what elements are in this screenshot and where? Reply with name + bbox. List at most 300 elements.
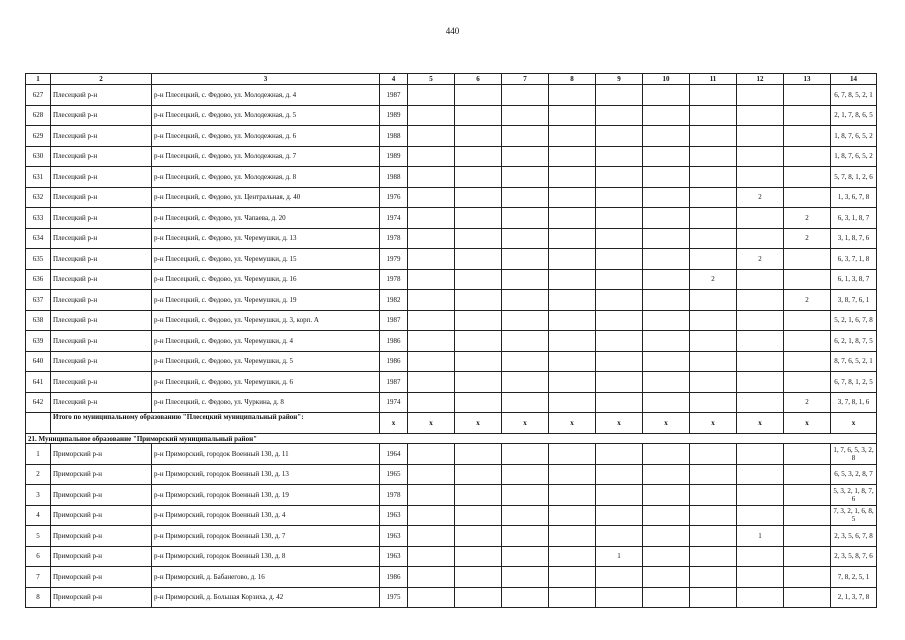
empty-cell (596, 331, 643, 352)
district-cell: Плесецкий р-н (51, 372, 152, 393)
district-cell: Приморский р-н (51, 464, 152, 485)
col11-cell (690, 187, 737, 208)
empty-cell (455, 505, 502, 526)
empty-cell (596, 290, 643, 311)
empty-cell (596, 126, 643, 147)
table-row (26, 228, 877, 249)
empty-cell (596, 228, 643, 249)
table-row (26, 126, 877, 147)
row-number: 629 (26, 126, 51, 147)
empty-cell (408, 269, 455, 290)
total-label: Итого по муниципальному образованию "Плесецкий муниципальный район": (51, 413, 380, 434)
column-header-6: 6 (455, 74, 502, 85)
col9-cell (596, 464, 643, 485)
address-cell: р-н Плесецкий, с. Федово, ул. Молодежная, д. 7 (152, 146, 380, 167)
year-cell: 1986 (380, 351, 408, 372)
address-cell: р-н Приморский, д. Большая Корзиха, д. 42 (152, 587, 380, 608)
address-cell: р-н Приморский, городок Военный 130, д. 8 (152, 546, 380, 567)
empty-cell (455, 228, 502, 249)
empty-cell (502, 587, 549, 608)
codes-cell: 2, 3, 5, 6, 7, 8 (831, 526, 877, 547)
row-number: 628 (26, 105, 51, 126)
col11-cell (690, 146, 737, 167)
empty-cell (502, 526, 549, 547)
codes-cell: 1, 8, 7, 6, 5, 2 (831, 126, 877, 147)
column-header-5: 5 (408, 74, 455, 85)
col12-cell (737, 464, 784, 485)
table-row (26, 187, 877, 208)
empty-cell (690, 485, 737, 506)
district-cell: Плесецкий р-н (51, 126, 152, 147)
col12-cell (737, 290, 784, 311)
row-number: 7 (26, 567, 51, 588)
empty-cell (502, 464, 549, 485)
year-cell: 1974 (380, 392, 408, 413)
col13-cell (784, 372, 831, 393)
empty-cell (643, 392, 690, 413)
codes-cell: 6, 5, 3, 2, 8, 7 (831, 464, 877, 485)
x-mark: x (690, 413, 737, 434)
empty-cell (455, 526, 502, 547)
row-number: 642 (26, 392, 51, 413)
codes-cell: 1, 3, 6, 7, 8 (831, 187, 877, 208)
empty-cell (408, 187, 455, 208)
district-cell: Плесецкий р-н (51, 85, 152, 106)
year-cell: 1975 (380, 587, 408, 608)
empty-cell (643, 526, 690, 547)
col9-cell (596, 505, 643, 526)
codes-cell: 6, 3, 7, 1, 8 (831, 249, 877, 270)
column-header-1: 1 (26, 74, 51, 85)
empty-cell (549, 105, 596, 126)
empty-cell (408, 249, 455, 270)
empty-cell (455, 310, 502, 331)
empty-cell (690, 567, 737, 588)
empty-cell (408, 126, 455, 147)
empty-cell (643, 249, 690, 270)
empty-cell (643, 444, 690, 465)
empty-cell (549, 505, 596, 526)
year-cell: 1987 (380, 310, 408, 331)
district-cell: Плесецкий р-н (51, 269, 152, 290)
col11-cell: 2 (690, 269, 737, 290)
empty-cell (408, 146, 455, 167)
column-header-2: 2 (51, 74, 152, 85)
page-number: 440 (445, 26, 460, 36)
empty-cell (408, 392, 455, 413)
col13-cell: 2 (784, 392, 831, 413)
column-header-12: 12 (737, 74, 784, 85)
empty-cell (408, 351, 455, 372)
empty-cell (502, 546, 549, 567)
x-mark: x (737, 413, 784, 434)
empty-cell (596, 208, 643, 229)
empty-cell (408, 208, 455, 229)
empty-cell (549, 310, 596, 331)
col12-cell (737, 208, 784, 229)
empty-cell (690, 505, 737, 526)
empty-cell (455, 392, 502, 413)
codes-cell: 3, 1, 8, 7, 6 (831, 228, 877, 249)
row-number: 632 (26, 187, 51, 208)
year-cell: 1989 (380, 105, 408, 126)
empty-cell (502, 105, 549, 126)
empty-cell (502, 351, 549, 372)
row-number: 6 (26, 546, 51, 567)
codes-cell: 1, 7, 6, 5, 3, 2, 8 (831, 444, 877, 465)
col13-cell (784, 351, 831, 372)
empty-cell (502, 567, 549, 588)
empty-cell (549, 392, 596, 413)
address-cell: р-н Приморский, городок Военный 130, д. 19 (152, 485, 380, 506)
empty-cell (643, 105, 690, 126)
col12-cell (737, 310, 784, 331)
table-row (26, 85, 877, 106)
col12-cell (737, 505, 784, 526)
year-cell: 1988 (380, 167, 408, 188)
table-row (26, 269, 877, 290)
col13-cell (784, 146, 831, 167)
codes-cell: 2, 3, 5, 8, 7, 6 (831, 546, 877, 567)
empty-cell (455, 331, 502, 352)
address-cell: р-н Плесецкий, с. Федово, ул. Молодежная, д. 5 (152, 105, 380, 126)
empty-cell (596, 372, 643, 393)
empty-cell (643, 372, 690, 393)
address-cell: р-н Плесецкий, с. Федово, ул. Черемушки, д. 19 (152, 290, 380, 311)
table-row (26, 290, 877, 311)
empty-cell (408, 567, 455, 588)
empty-cell (690, 464, 737, 485)
empty-cell (408, 372, 455, 393)
table-row (26, 351, 877, 372)
address-cell: р-н Плесецкий, с. Федово, ул. Черемушки, д. 5 (152, 351, 380, 372)
col13-cell (784, 249, 831, 270)
x-mark: x (380, 413, 408, 434)
col12-cell (737, 444, 784, 465)
address-cell: р-н Плесецкий, с. Федово, ул. Черемушки, д. 15 (152, 249, 380, 270)
empty-cell (408, 505, 455, 526)
codes-cell: 2, 1, 3, 7, 8 (831, 587, 877, 608)
col12-cell (737, 146, 784, 167)
row-number: 627 (26, 85, 51, 106)
empty-cell (502, 392, 549, 413)
empty-cell (408, 228, 455, 249)
col13-cell (784, 167, 831, 188)
empty-cell (455, 249, 502, 270)
empty-cell (455, 167, 502, 188)
col13-cell (784, 331, 831, 352)
empty-cell (784, 546, 831, 567)
empty-cell (26, 413, 51, 434)
col11-cell (690, 331, 737, 352)
column-header-7: 7 (502, 74, 549, 85)
codes-cell: 6, 3, 1, 8, 7 (831, 208, 877, 229)
col12-cell (737, 485, 784, 506)
codes-cell: 8, 7, 6, 5, 2, 1 (831, 351, 877, 372)
table-row (26, 464, 877, 485)
empty-cell (455, 587, 502, 608)
year-cell: 1988 (380, 126, 408, 147)
empty-cell (643, 208, 690, 229)
col11-cell (690, 167, 737, 188)
year-cell: 1963 (380, 505, 408, 526)
col12-cell (737, 392, 784, 413)
district-cell: Плесецкий р-н (51, 167, 152, 188)
empty-cell (408, 331, 455, 352)
empty-cell (643, 546, 690, 567)
empty-cell (502, 208, 549, 229)
empty-cell (502, 167, 549, 188)
empty-cell (408, 485, 455, 506)
col12-cell (737, 269, 784, 290)
col12-cell (737, 567, 784, 588)
empty-cell (549, 167, 596, 188)
column-header-9: 9 (596, 74, 643, 85)
section-row (26, 434, 877, 444)
col12-cell: 1 (737, 526, 784, 547)
district-cell: Плесецкий р-н (51, 310, 152, 331)
district-cell: Плесецкий р-н (51, 105, 152, 126)
year-cell: 1963 (380, 546, 408, 567)
empty-cell (455, 485, 502, 506)
empty-cell (502, 85, 549, 106)
empty-cell (502, 249, 549, 270)
empty-cell (408, 310, 455, 331)
table-row (26, 249, 877, 270)
codes-cell: 3, 8, 7, 6, 1 (831, 290, 877, 311)
district-cell: Плесецкий р-н (51, 351, 152, 372)
empty-cell (549, 587, 596, 608)
empty-cell (455, 105, 502, 126)
col12-cell: 2 (737, 249, 784, 270)
col12-cell (737, 546, 784, 567)
empty-cell (549, 228, 596, 249)
codes-cell: 5, 3, 2, 1, 8, 7, 6 (831, 485, 877, 506)
row-number: 8 (26, 587, 51, 608)
district-cell: Плесецкий р-н (51, 228, 152, 249)
row-number: 640 (26, 351, 51, 372)
address-cell: р-н Плесецкий, с. Федово, ул. Черемушки, д. 4 (152, 331, 380, 352)
empty-cell (549, 187, 596, 208)
empty-cell (502, 146, 549, 167)
empty-cell (596, 249, 643, 270)
empty-cell (408, 444, 455, 465)
empty-cell (455, 208, 502, 229)
col12-cell (737, 228, 784, 249)
section-title: 21. Муниципальное образование "Приморский муниципальный район" (26, 434, 877, 444)
empty-cell (502, 187, 549, 208)
address-cell: р-н Приморский, городок Военный 130, д. 11 (152, 444, 380, 465)
row-number: 639 (26, 331, 51, 352)
empty-cell (643, 187, 690, 208)
empty-cell (455, 351, 502, 372)
year-cell: 1976 (380, 187, 408, 208)
col11-cell (690, 392, 737, 413)
col9-cell: 1 (596, 546, 643, 567)
empty-cell (549, 567, 596, 588)
col11-cell (690, 208, 737, 229)
column-header-4: 4 (380, 74, 408, 85)
row-number: 3 (26, 485, 51, 506)
empty-cell (549, 208, 596, 229)
table-row (26, 485, 877, 506)
address-cell: р-н Приморский, д. Бабанегово, д. 16 (152, 567, 380, 588)
empty-cell (408, 85, 455, 106)
housing-table (25, 73, 877, 608)
table-row (26, 546, 877, 567)
empty-cell (502, 505, 549, 526)
address-cell: р-н Плесецкий, с. Федово, ул. Черемушки, д. 3, корп. А (152, 310, 380, 331)
codes-cell: 5, 7, 8, 1, 2, 6 (831, 167, 877, 188)
x-mark: x (596, 413, 643, 434)
empty-cell (643, 464, 690, 485)
empty-cell (643, 485, 690, 506)
column-header-13: 13 (784, 74, 831, 85)
empty-cell (549, 290, 596, 311)
table-row (26, 146, 877, 167)
col13-cell (784, 269, 831, 290)
col12-cell (737, 331, 784, 352)
empty-cell (502, 444, 549, 465)
empty-cell (643, 587, 690, 608)
empty-cell (784, 587, 831, 608)
address-cell: р-н Плесецкий, с. Федово, ул. Молодежная, д. 4 (152, 85, 380, 106)
empty-cell (502, 126, 549, 147)
empty-cell (549, 85, 596, 106)
codes-cell: 1, 8, 7, 6, 5, 2 (831, 146, 877, 167)
col13-cell (784, 187, 831, 208)
total-row (26, 413, 877, 434)
empty-cell (549, 464, 596, 485)
empty-cell (408, 526, 455, 547)
empty-cell (455, 126, 502, 147)
codes-cell: 5, 2, 1, 6, 7, 8 (831, 310, 877, 331)
empty-cell (455, 464, 502, 485)
codes-cell: 6, 7, 8, 1, 2, 5 (831, 372, 877, 393)
empty-cell (643, 269, 690, 290)
row-number: 638 (26, 310, 51, 331)
table-row (26, 505, 877, 526)
codes-cell: 2, 1, 7, 8, 6, 5 (831, 105, 877, 126)
x-mark: x (455, 413, 502, 434)
empty-cell (502, 310, 549, 331)
empty-cell (596, 269, 643, 290)
table-row (26, 567, 877, 588)
table-row (26, 208, 877, 229)
col12-cell: 2 (737, 187, 784, 208)
row-number: 641 (26, 372, 51, 393)
column-header-11: 11 (690, 74, 737, 85)
empty-cell (643, 167, 690, 188)
row-number: 5 (26, 526, 51, 547)
empty-cell (549, 126, 596, 147)
row-number: 634 (26, 228, 51, 249)
table-row (26, 372, 877, 393)
header-row (26, 74, 877, 85)
col11-cell (690, 249, 737, 270)
empty-cell (596, 167, 643, 188)
row-number: 635 (26, 249, 51, 270)
year-cell: 1963 (380, 526, 408, 547)
col13-cell (784, 310, 831, 331)
empty-cell (643, 146, 690, 167)
year-cell: 1987 (380, 85, 408, 106)
empty-cell (596, 351, 643, 372)
empty-cell (643, 290, 690, 311)
address-cell: р-н Плесецкий, с. Федово, ул. Черемушки, д. 13 (152, 228, 380, 249)
empty-cell (549, 372, 596, 393)
row-number: 2 (26, 464, 51, 485)
year-cell: 1987 (380, 372, 408, 393)
x-mark: x (502, 413, 549, 434)
district-cell: Плесецкий р-н (51, 187, 152, 208)
empty-cell (408, 290, 455, 311)
empty-cell (643, 351, 690, 372)
year-cell: 1986 (380, 331, 408, 352)
col9-cell (596, 567, 643, 588)
year-cell: 1965 (380, 464, 408, 485)
table-body (26, 85, 877, 608)
empty-cell (643, 310, 690, 331)
row-number: 4 (26, 505, 51, 526)
col13-cell (784, 126, 831, 147)
empty-cell (549, 146, 596, 167)
row-number: 637 (26, 290, 51, 311)
col13-cell: 2 (784, 208, 831, 229)
col13-cell: 2 (784, 228, 831, 249)
x-mark: x (784, 413, 831, 434)
row-number: 1 (26, 444, 51, 465)
empty-cell (455, 146, 502, 167)
district-cell: Плесецкий р-н (51, 290, 152, 311)
empty-cell (549, 331, 596, 352)
empty-cell (455, 444, 502, 465)
col9-cell (596, 485, 643, 506)
table-row (26, 587, 877, 608)
column-header-10: 10 (643, 74, 690, 85)
codes-cell: 3, 7, 8, 1, 6 (831, 392, 877, 413)
empty-cell (643, 505, 690, 526)
empty-cell (643, 331, 690, 352)
col11-cell (690, 105, 737, 126)
empty-cell (502, 331, 549, 352)
codes-cell: 7, 8, 2, 5, 1 (831, 567, 877, 588)
empty-cell (549, 351, 596, 372)
empty-cell (784, 526, 831, 547)
col12-cell (737, 85, 784, 106)
col11-cell (690, 310, 737, 331)
empty-cell (596, 85, 643, 106)
codes-cell: 6, 2, 1, 8, 7, 5 (831, 331, 877, 352)
empty-cell (549, 269, 596, 290)
col13-cell: 2 (784, 290, 831, 311)
district-cell: Приморский р-н (51, 526, 152, 547)
col11-cell (690, 290, 737, 311)
address-cell: р-н Приморский, городок Военный 130, д. 7 (152, 526, 380, 547)
codes-cell: 6, 1, 3, 8, 7 (831, 269, 877, 290)
district-cell: Приморский р-н (51, 546, 152, 567)
x-mark: x (643, 413, 690, 434)
table-row (26, 105, 877, 126)
row-number: 630 (26, 146, 51, 167)
year-cell: 1978 (380, 228, 408, 249)
col12-cell (737, 105, 784, 126)
address-cell: р-н Приморский, городок Военный 130, д. 4 (152, 505, 380, 526)
column-header-8: 8 (549, 74, 596, 85)
col12-cell (737, 167, 784, 188)
empty-cell (455, 269, 502, 290)
col13-cell (784, 85, 831, 106)
